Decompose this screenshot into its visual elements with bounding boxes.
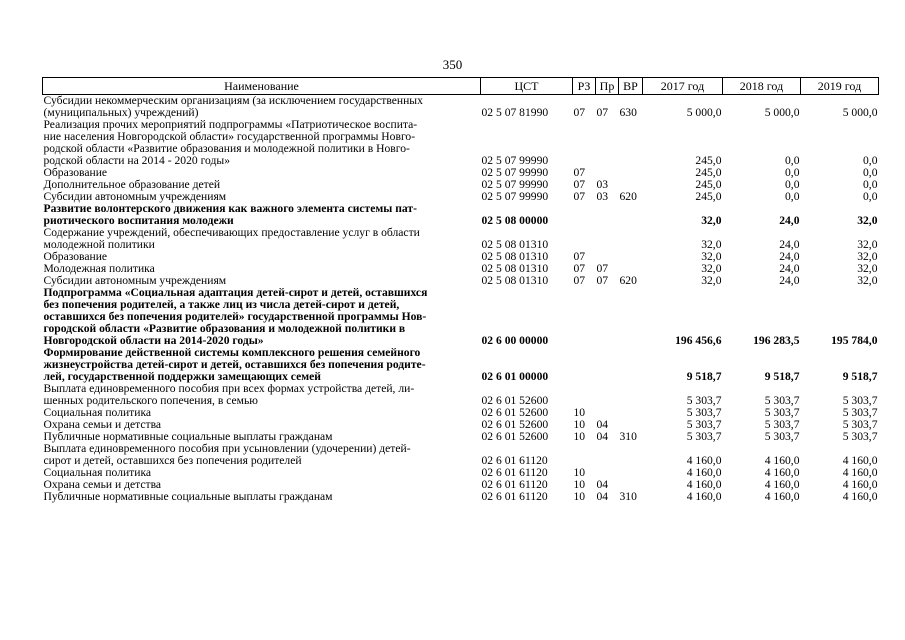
row-2017: 5 303,7 — [686, 406, 722, 419]
row-rz: 07 — [573, 274, 586, 287]
row-name — [43, 383, 481, 407]
row-code: 02 5 07 99990 — [481, 178, 549, 191]
table-row — [43, 251, 879, 263]
row-pr: 07 — [596, 262, 609, 275]
row-name-line: Социальная политика — [43, 406, 152, 419]
table-row — [43, 203, 879, 227]
row-vr: 310 — [619, 430, 637, 443]
row-name-line: Субсидии автономным учреждениям — [43, 274, 227, 287]
row-name-line: молодежной политики — [43, 238, 155, 251]
table-row — [43, 347, 879, 383]
row-2019: 4 160,0 — [842, 490, 878, 503]
header-code: ЦСТ — [481, 78, 573, 95]
row-name-line: Публичные нормативные социальные выплаты гражданам — [43, 430, 333, 443]
header-row — [43, 78, 879, 95]
row-2018: 5 303,7 — [764, 394, 800, 407]
row-name-line: лей, государственной поддержки замещающих семей — [43, 370, 321, 383]
row-name — [43, 203, 481, 227]
row-2019: 0,0 — [863, 166, 878, 179]
row-name-line: риотического воспитания молодежи — [43, 214, 234, 227]
row-pr — [596, 203, 619, 227]
row-rz: 10 — [573, 490, 586, 503]
header-rz: РЗ — [573, 78, 596, 95]
table-header — [43, 78, 879, 95]
table-row — [43, 491, 879, 503]
row-code: 02 5 08 01310 — [481, 274, 549, 287]
row-name-line: Формирование действенной системы комплексного решения семейного — [43, 346, 421, 359]
row-vr — [619, 251, 643, 263]
row-name-line: Образование — [43, 166, 108, 179]
row-2018: 0,0 — [785, 166, 800, 179]
row-2018: 0,0 — [785, 178, 800, 191]
row-2019: 32,0 — [857, 238, 878, 251]
budget-table — [42, 77, 879, 503]
row-pr — [596, 119, 619, 167]
row-name-line: Новгородской области на 2014-2020 годы» — [43, 334, 264, 347]
row-rz: 07 — [573, 166, 586, 179]
row-pr: 04 — [596, 418, 609, 431]
row-pr: 03 — [596, 178, 609, 191]
row-vr — [619, 347, 643, 383]
row-rz: 07 — [573, 250, 586, 263]
row-2019: 9 518,7 — [842, 370, 878, 383]
row-2019: 5 303,7 — [842, 394, 878, 407]
row-vr — [619, 203, 643, 227]
row-2019: 32,0 — [857, 214, 878, 227]
row-vr — [619, 287, 643, 347]
row-name-line: Охрана семьи и детства — [43, 478, 162, 491]
row-rz: 07 — [573, 106, 586, 119]
row-rz — [573, 119, 596, 167]
row-rz — [573, 203, 596, 227]
row-name-line: Выплата единовременного пособия при всех формах устройства детей, ли- — [43, 382, 415, 395]
row-name-line: Дополнительное образование детей — [43, 178, 221, 191]
row-2018: 4 160,0 — [764, 466, 800, 479]
row-2019: 0,0 — [863, 190, 878, 203]
row-code: 02 6 01 61120 — [481, 466, 548, 479]
row-name — [43, 227, 481, 251]
row-code: 02 5 07 99990 — [481, 190, 549, 203]
row-2019: 0,0 — [863, 154, 878, 167]
row-vr — [619, 119, 643, 167]
row-name-line: городской области «Развитие образования и молодежной политики в — [43, 322, 406, 335]
row-2018: 4 160,0 — [764, 478, 800, 491]
row-2017: 245,0 — [695, 154, 722, 167]
row-2017: 32,0 — [701, 238, 722, 251]
row-code: 02 5 08 01310 — [481, 262, 549, 275]
table-row — [43, 383, 879, 407]
row-name-line: Развитие волонтерского движения как важного элемента системы пат- — [43, 202, 417, 215]
header-pr: Пр — [596, 78, 619, 95]
row-2018: 24,0 — [779, 238, 800, 251]
row-code: 02 5 07 99990 — [481, 166, 549, 179]
row-name-line: Подпрограмма «Социальная адаптация детей-сирот и детей, оставшихся — [43, 286, 428, 299]
row-2017: 196 456,6 — [675, 334, 722, 347]
row-name — [43, 443, 481, 467]
row-rz: 07 — [573, 178, 586, 191]
row-name — [43, 95, 481, 120]
row-2019: 5 000,0 — [842, 106, 878, 119]
row-2019: 32,0 — [857, 274, 878, 287]
row-2018: 4 160,0 — [764, 490, 800, 503]
row-rz: 10 — [573, 418, 586, 431]
row-2017: 4 160,0 — [686, 478, 722, 491]
table-row — [43, 119, 879, 167]
row-2017: 5 000,0 — [686, 106, 722, 119]
row-2018: 5 303,7 — [764, 406, 800, 419]
row-2019: 4 160,0 — [842, 454, 878, 467]
row-2018: 5 303,7 — [764, 418, 800, 431]
row-2019: 4 160,0 — [842, 466, 878, 479]
row-2018: 0,0 — [785, 190, 800, 203]
row-vr: 310 — [619, 490, 637, 503]
row-pr: 04 — [596, 478, 609, 491]
row-vr — [619, 227, 643, 251]
row-rz: 07 — [573, 262, 586, 275]
row-2017: 4 160,0 — [686, 490, 722, 503]
row-2018: 5 000,0 — [764, 106, 800, 119]
row-2017: 4 160,0 — [686, 466, 722, 479]
table-row — [43, 443, 879, 467]
row-code: 02 5 07 81990 — [481, 106, 549, 119]
row-2018: 9 518,7 — [764, 370, 800, 383]
row-name-line: родской области «Развитие образования и молодежной политики в Новго- — [43, 142, 410, 155]
row-2018: 5 303,7 — [764, 430, 800, 443]
row-code: 02 6 01 52600 — [481, 418, 549, 431]
row-pr: 03 — [596, 190, 609, 203]
row-code: 02 6 00 00000 — [481, 334, 549, 347]
row-vr: 620 — [619, 274, 637, 287]
row-2018: 24,0 — [779, 214, 800, 227]
row-rz — [573, 443, 596, 467]
row-2017: 32,0 — [701, 250, 722, 263]
row-name-line: ние населения Новгородской области» государственной программы Новго- — [43, 130, 416, 143]
row-pr — [596, 443, 619, 467]
row-code: 02 5 08 00000 — [481, 214, 549, 227]
row-code: 02 6 01 61120 — [481, 478, 548, 491]
row-pr: 04 — [596, 430, 609, 443]
row-pr — [596, 383, 619, 407]
table-row — [43, 287, 879, 347]
row-vr — [619, 167, 643, 179]
row-2018: 24,0 — [779, 274, 800, 287]
header-vr: ВР — [619, 78, 643, 95]
row-2017: 5 303,7 — [686, 394, 722, 407]
row-rz: 10 — [573, 406, 586, 419]
row-pr — [596, 347, 619, 383]
row-code: 02 6 01 52600 — [481, 430, 549, 443]
row-rz — [573, 227, 596, 251]
row-2017: 32,0 — [701, 262, 722, 275]
row-name-line: Образование — [43, 250, 108, 263]
row-2019: 5 303,7 — [842, 406, 878, 419]
row-rz: 10 — [573, 478, 586, 491]
header-2019: 2019 год — [801, 78, 879, 95]
row-2017: 32,0 — [701, 214, 722, 227]
row-code: 02 6 01 61120 — [481, 454, 548, 467]
row-2019: 32,0 — [857, 262, 878, 275]
row-rz — [573, 383, 596, 407]
row-vr — [619, 383, 643, 407]
row-pr: 04 — [596, 490, 609, 503]
row-vr — [619, 443, 643, 467]
row-2017: 32,0 — [701, 274, 722, 287]
row-2018: 196 283,5 — [753, 334, 800, 347]
row-2017: 5 303,7 — [686, 418, 722, 431]
row-pr — [596, 287, 619, 347]
row-rz: 07 — [573, 190, 586, 203]
row-code: 02 6 01 00000 — [481, 370, 549, 383]
row-pr — [596, 227, 619, 251]
row-vr — [619, 407, 643, 419]
row-rz: 10 — [573, 466, 586, 479]
row-pr: 07 — [596, 274, 609, 287]
row-2019: 5 303,7 — [842, 418, 878, 431]
row-2019: 5 303,7 — [842, 430, 878, 443]
row-2019: 195 784,0 — [831, 334, 878, 347]
row-vr: 630 — [619, 106, 637, 119]
table-row — [43, 467, 879, 479]
row-vr — [619, 467, 643, 479]
row-name-line: Публичные нормативные социальные выплаты гражданам — [43, 490, 333, 503]
row-rz — [573, 347, 596, 383]
row-name — [43, 287, 481, 347]
row-2018: 24,0 — [779, 262, 800, 275]
table-body — [43, 95, 879, 504]
row-name — [43, 119, 481, 167]
row-2017: 4 160,0 — [686, 454, 722, 467]
row-vr: 620 — [619, 190, 637, 203]
table-row — [43, 95, 879, 120]
row-2019: 0,0 — [863, 178, 878, 191]
row-name-line: без попечения родителей, а также лиц из числа детей-сирот и детей, — [43, 298, 400, 311]
row-2017: 5 303,7 — [686, 430, 722, 443]
row-pr: 07 — [596, 106, 609, 119]
header-2018: 2018 год — [723, 78, 801, 95]
row-name-line: оставшихся без попечения родителей» государственной программы Нов- — [43, 310, 427, 323]
row-2017: 245,0 — [695, 166, 722, 179]
row-rz — [573, 287, 596, 347]
row-code: 02 6 01 52600 — [481, 406, 549, 419]
row-2017: 9 518,7 — [686, 370, 722, 383]
row-name-line: Молодежная политика — [43, 262, 155, 275]
row-name-line: Охрана семьи и детства — [43, 418, 162, 431]
row-2019: 4 160,0 — [842, 478, 878, 491]
row-name-line: жизнеустройства детей-сирот и детей, оставшихся без попечения родите- — [43, 358, 426, 371]
row-2018: 0,0 — [785, 154, 800, 167]
page-number: 350 — [442, 57, 463, 72]
row-name-line: сирот и детей, оставшихся без попечения родителей — [43, 454, 302, 467]
row-2018: 24,0 — [779, 250, 800, 263]
table-row — [43, 227, 879, 251]
row-name — [43, 491, 481, 503]
row-name-line: Выплата единовременного пособия при усыновлении (удочерении) детей- — [43, 442, 411, 455]
row-2019: 32,0 — [857, 250, 878, 263]
row-code: 02 5 08 01310 — [481, 250, 549, 263]
row-name-line: родской области на 2014 - 2020 годы» — [43, 154, 230, 167]
row-name-line: шенных родительского попечения, в семью — [43, 394, 258, 407]
row-2017: 245,0 — [695, 190, 722, 203]
row-name — [43, 347, 481, 383]
row-name-line: Реализация прочих мероприятий подпрограммы «Патриотическое воспита- — [43, 118, 418, 131]
row-rz: 10 — [573, 430, 586, 443]
row-name-line: Содержание учреждений, обеспечивающих предоставление услуг в области — [43, 226, 420, 239]
row-name-line: Субсидии автономным учреждениям — [43, 190, 227, 203]
row-code: 02 6 01 61120 — [481, 490, 548, 503]
row-2018: 4 160,0 — [764, 454, 800, 467]
row-name-line: (муниципальных) учреждений) — [43, 106, 199, 119]
table-row — [43, 407, 879, 419]
row-code: 02 6 01 52600 — [481, 394, 549, 407]
header-name: Наименование — [43, 78, 481, 95]
row-name-line: Субсидии некоммерческим организациям (за исключением государственных — [43, 94, 423, 107]
row-code: 02 5 07 99990 — [481, 154, 549, 167]
header-2017: 2017 год — [643, 78, 723, 95]
row-code: 02 5 08 01310 — [481, 238, 549, 251]
row-name-line: Социальная политика — [43, 466, 152, 479]
row-2017: 245,0 — [695, 178, 722, 191]
